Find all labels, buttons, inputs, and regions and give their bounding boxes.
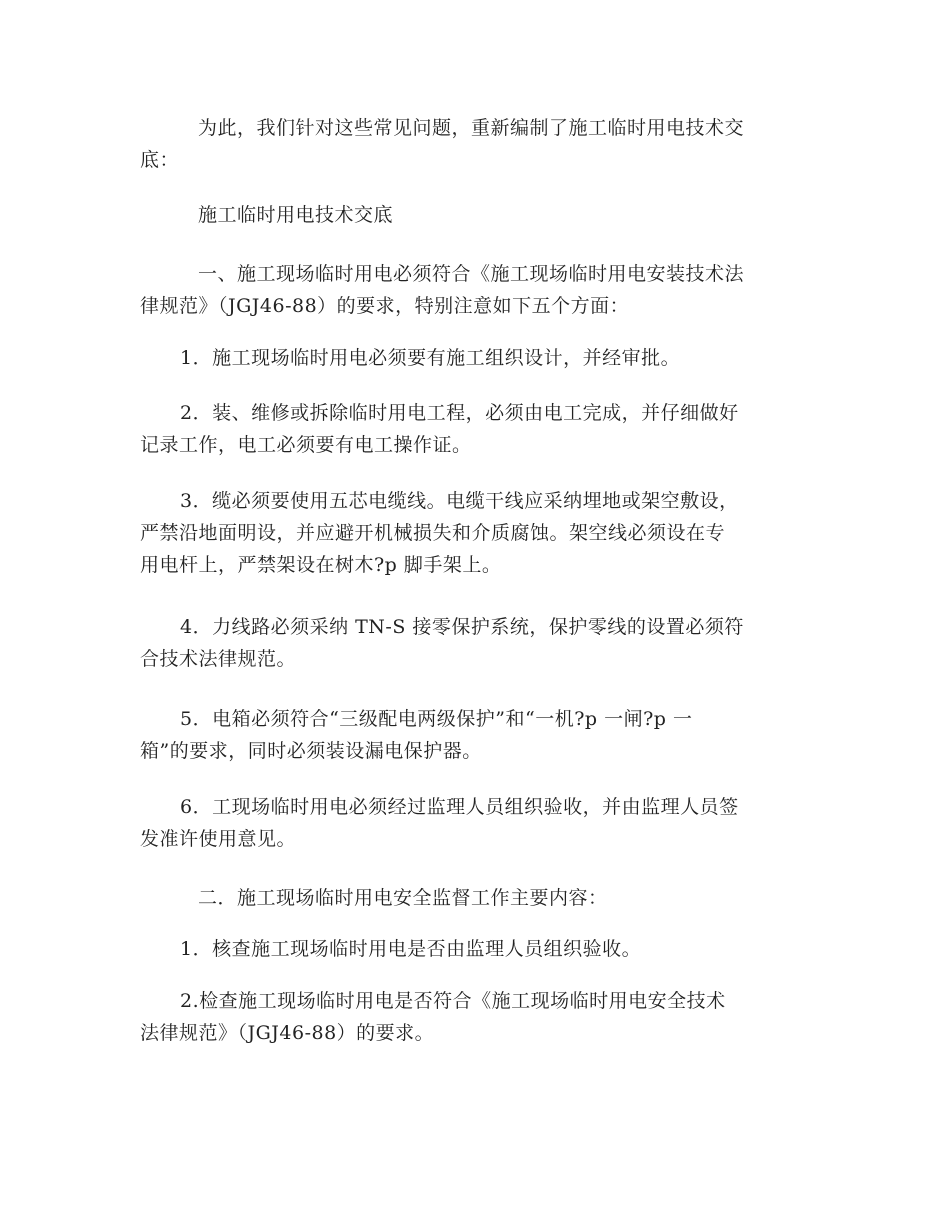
text-line: 法律规范》（JGJ46-88）的要求。 — [140, 1022, 435, 1044]
list-item-check-2 — [140, 985, 805, 1049]
text-line: 箱”的要求，同时必须装设漏电保护器。 — [140, 740, 482, 762]
text-line: 底： — [140, 149, 180, 171]
text-line: 5．电箱必须符合“三级配电两级保护”和“一机?p 一闸?p 一 — [180, 708, 693, 730]
text-line: 二．施工现场临时用电安全监督工作主要内容： — [198, 887, 608, 909]
text-line: 2．装、维修或拆除临时用电工程，必须由电工完成，并仔细做好 — [180, 402, 739, 424]
text-line: 合技术法律规范。 — [140, 648, 297, 670]
text-line: 严禁沿地面明设，并应避开机械损失和介质腐蚀。架空线必须设在专 — [140, 522, 726, 544]
text-line: 记录工作，电工必须要有电工操作证。 — [140, 434, 472, 456]
text-line: 用电杆上，严禁架设在树木?p 脚手架上。 — [140, 554, 502, 576]
list-item-6 — [140, 791, 805, 855]
text-line: 一、施工现场临时用电必须符合《施工现场临时用电安装技术法 — [198, 263, 745, 285]
list-item-3 — [140, 485, 805, 581]
text-line: 2.检查施工现场临时用电是否符合《施工现场临时用电安全技术 — [180, 990, 726, 1012]
paragraph-intro — [140, 112, 805, 176]
list-item-4 — [140, 611, 805, 675]
text-line: 施工临时用电技术交底 — [198, 204, 394, 226]
text-line: 1．施工现场临时用电必须要有施工组织设计，并经审批。 — [180, 347, 681, 369]
text-line: 4．力线路必须采纳 TN-S 接零保护系统，保护零线的设置必须符 — [180, 616, 744, 638]
section-title — [140, 199, 805, 231]
text-line: 为此，我们针对这些常见问题，重新编制了施工临时用电技术交 — [198, 117, 745, 139]
heading-section-2 — [140, 882, 805, 914]
list-item-2 — [140, 397, 805, 461]
text-line: 律规范》（JGJ46-88）的要求，特别注意如下五个方面： — [140, 295, 630, 317]
heading-section-1 — [140, 258, 805, 322]
text-line: 6．工现场临时用电必须经过监理人员组织验收，并由监理人员签 — [180, 796, 739, 818]
text-line: 1．核查施工现场临时用电是否由监理人员组织验收。 — [180, 938, 642, 960]
list-item-1 — [140, 342, 805, 374]
text-line: 3．缆必须要使用五芯电缆线。电缆干线应采纳埋地或架空敷设， — [180, 490, 739, 512]
list-item-check-1 — [140, 933, 805, 965]
list-item-5 — [140, 703, 805, 767]
text-line: 发准许使用意见。 — [140, 828, 297, 850]
